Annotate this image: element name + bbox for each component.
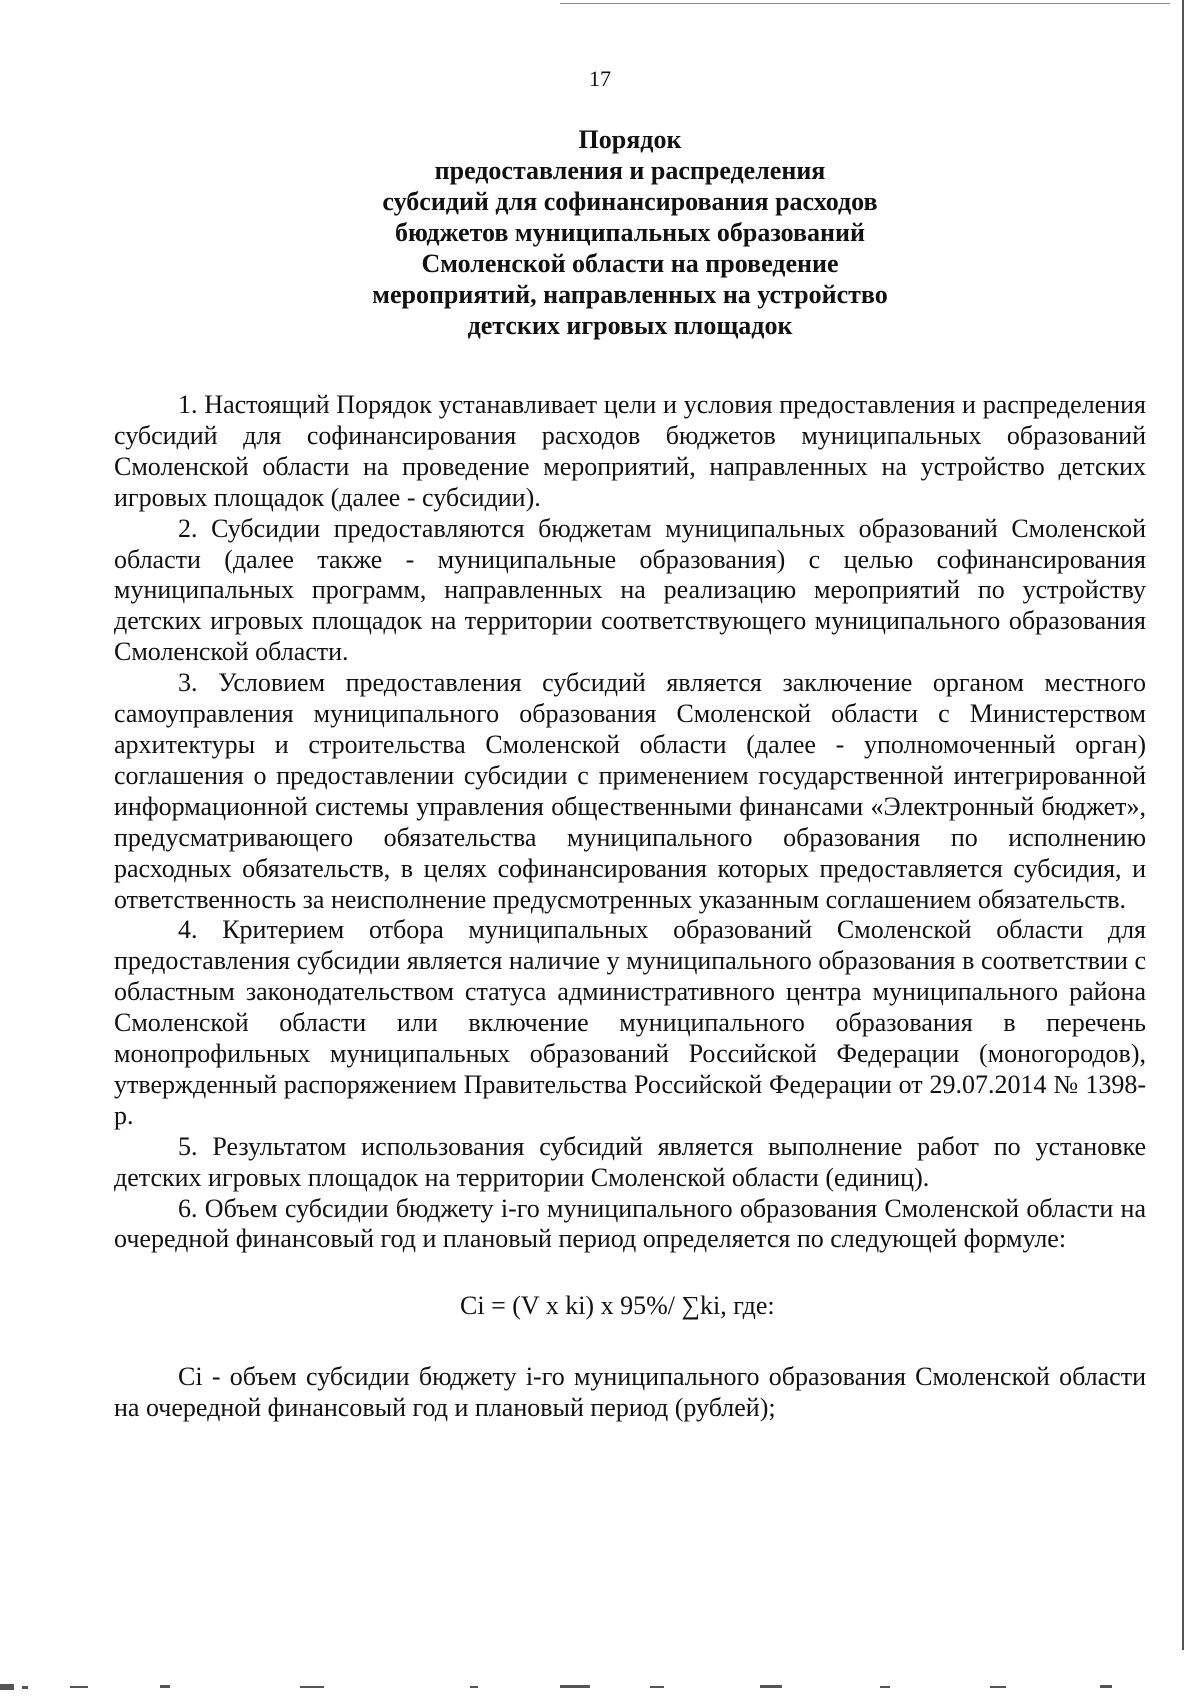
title-line: детских игровых площадок xyxy=(467,311,793,340)
right-border-line xyxy=(1182,0,1184,1650)
document-body xyxy=(114,390,1146,1424)
title-line: Смоленской области на проведение xyxy=(421,249,839,278)
paragraph-4: 4. Критерием отбора муниципальных образований Смоленской области для предоставления субсидии является наличие у муниципального образования в соответствии с областным законодательством статуса административного центра муниципального района Смоленской области или включение муниципального образования в перечень монопрофильных муниципальных образований Российской Федерации (моногородов), утвержденный распоряжением Правительства Российской Федерации от 29.07.2014 № 1398-р. xyxy=(114,915,1146,1130)
paragraph-5: 5. Результатом использования субсидий является выполнение работ по установке детских игровых площадок на территории Смоленской области (единиц). xyxy=(114,1131,1146,1192)
paragraph-6: 6. Объем субсидии бюджету i-го муниципального образования Смоленской области на очередной финансовый год и плановый период определяется по следующей формуле: xyxy=(114,1193,1146,1254)
paragraph-2: 2. Субсидии предоставляются бюджетам муниципальных образований Смоленской области (далее также - муниципальные образования) с целью софинансирования муниципальных программ, направленных на реализацию мероприятий по устройству детских игровых площадок на территории соответствующего муниципального образования Смоленской области. xyxy=(114,513,1146,667)
formula-definition: Ci - объем субсидии бюджету i-го муниципального образования Смоленской области на очередной финансовый год и плановый период (рублей); xyxy=(114,1362,1146,1423)
document-title xyxy=(300,124,960,341)
title-line: бюджетов муниципальных образований xyxy=(395,218,865,247)
subsidy-formula: Ci = (V x ki) x 95%/ ∑ki, где: xyxy=(460,1291,775,1321)
title-line: мероприятий, направленных на устройство xyxy=(372,280,888,309)
title-line: Порядок xyxy=(578,125,682,154)
scan-edge-artifacts xyxy=(0,1680,1200,1692)
paragraph-3: 3. Условием предоставления субсидий является заключение органом местного самоуправления муниципального образования Смоленской области с Министерством архитектуры и строительства Смоленской области (далее - уполномоченный орган) соглашения о предоставлении субсидии с применением государственной интегрированной информационной системы управления общественными финансами «Электронный бюджет», предусматривающего обязательства муниципального образования по исполнению расходных обязательств, в целях софинансирования которых предоставляется субсидия, и ответственность за неисполнение предусмотренных указанным соглашением обязательств. xyxy=(114,668,1146,914)
page-number: 17 xyxy=(589,66,611,91)
title-line: субсидий для софинансирования расходов xyxy=(382,187,878,216)
title-line: предоставления и распределения xyxy=(434,156,826,185)
top-border-line xyxy=(560,3,1170,4)
paragraph-1: 1. Настоящий Порядок устанавливает цели и условия предоставления и распределения субсидий для софинансирования расходов бюджетов муниципальных образований Смоленской области на проведение мероприятий, направленных на устройство детских игровых площадок (далее - субсидии). xyxy=(114,390,1146,512)
